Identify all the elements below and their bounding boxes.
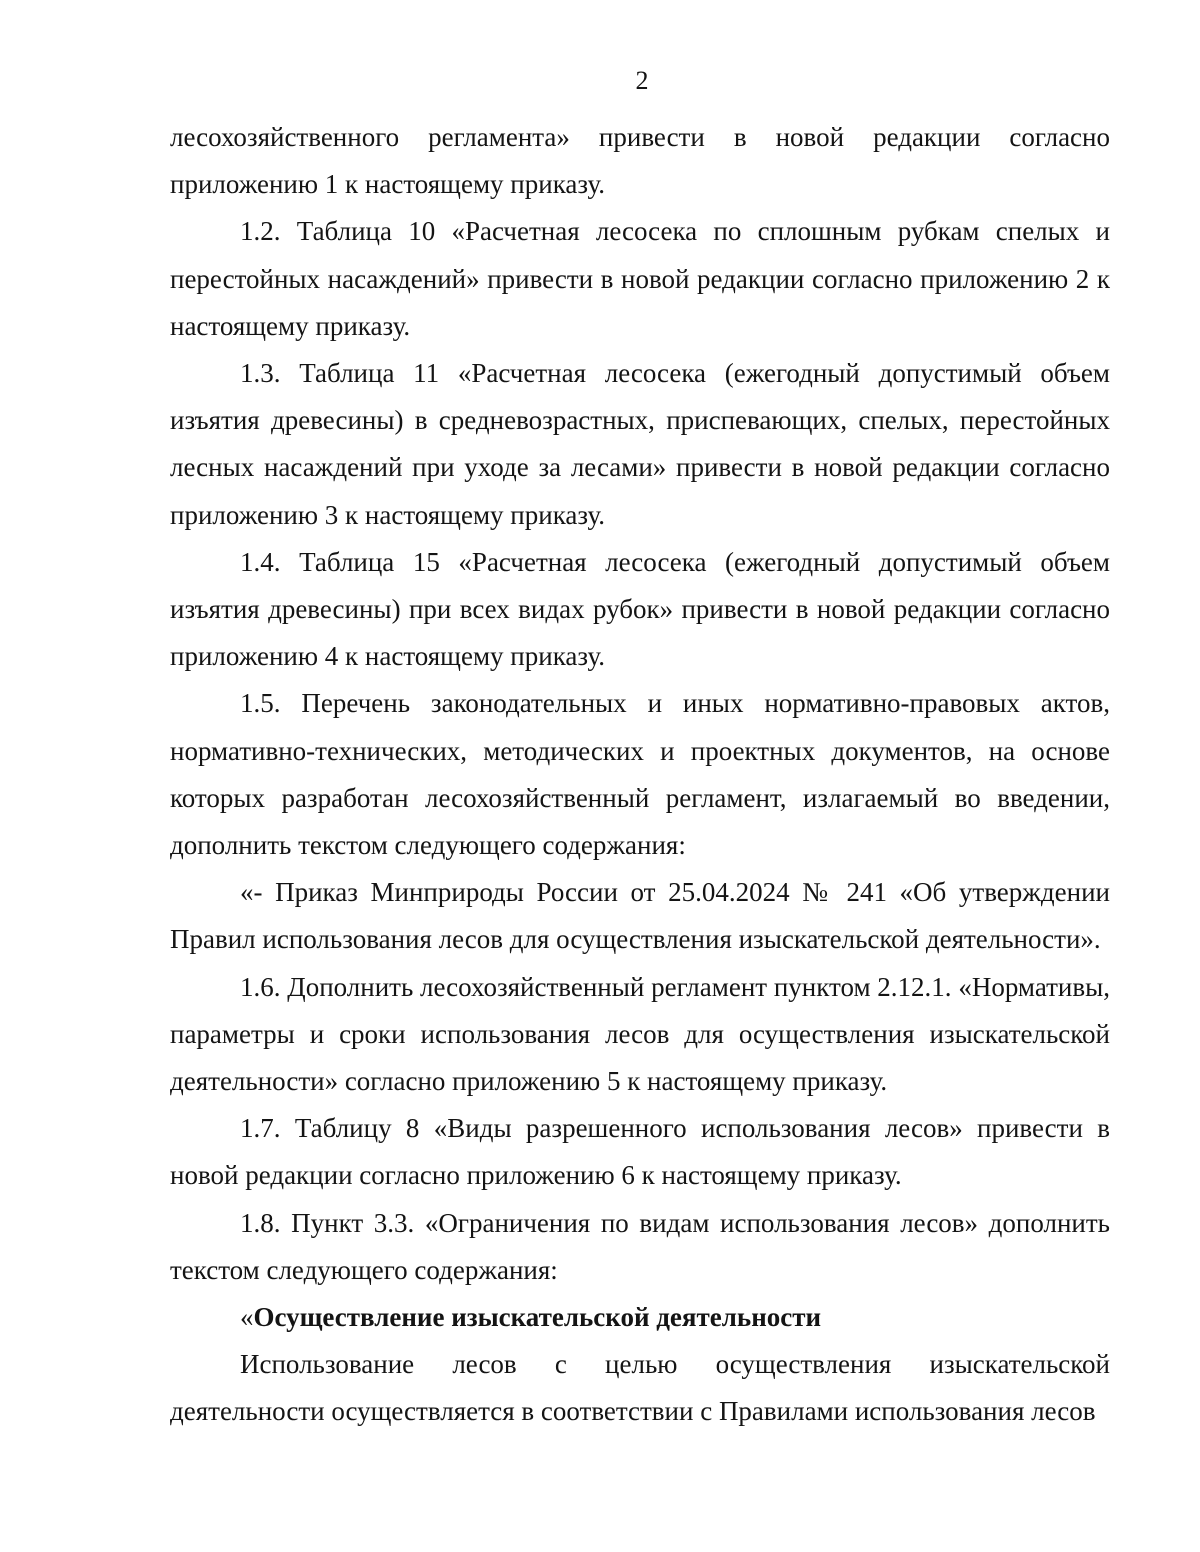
paragraph-1-6: 1.6. Дополнить лесохозяйственный регламент пунктом 2.12.1. «Нормативы, параметры и сроки использования лесов для осуществления изыскательской деятельности» согласно приложению 5 к настоящему приказу. <box>170 971 1110 1097</box>
paragraph-1-5: 1.5. Перечень законодательных и иных нормативно-правовых актов, нормативно-технических, методических и проектных документов, на основе которых разработан лесохозяйственный регламент, излагаемый во введении, дополнить текстом следующего содержания: <box>170 688 1110 861</box>
document-body <box>170 114 1110 1436</box>
paragraph-1-4: 1.4. Таблица 15 «Расчетная лесосека (ежегодный допустимый объем изъятия древесины) при всех видах рубок» привести в новой редакции согласно приложению 4 к настоящему приказу. <box>170 546 1110 672</box>
paragraph-1-7: 1.7. Таблицу 8 «Виды разрешенного использования лесов» привести в новой редакции согласно приложению 6 к настоящему приказу. <box>170 1113 1110 1191</box>
section-heading <box>170 1294 1110 1341</box>
paragraph-last: Использование лесов с целью осуществления изыскательской деятельности осуществляется в соответствии с Правилами использования лесов <box>170 1349 1110 1427</box>
page-number: 2 <box>635 66 649 95</box>
paragraph-1-2: 1.2. Таблица 10 «Расчетная лесосека по сплошным рубкам спелых и перестойных насаждений» привести в новой редакции согласно приложению 2 к настоящему приказу. <box>170 216 1110 341</box>
paragraph-1-8: 1.8. Пункт 3.3. «Ограничения по видам использования лесов» дополнить текстом следующего содержания: <box>170 1207 1110 1285</box>
heading-open-quote: « <box>240 1302 254 1333</box>
heading-text: Осуществление изыскательской деятельности <box>253 1302 822 1333</box>
paragraph-quote-order: «- Приказ Минприроды России от 25.04.2024 № 241 «Об утверждении Правил использования лесов для осуществления изыскательской деятельности». <box>170 877 1110 955</box>
paragraph-continuation: лесохозяйственного регламента» привести в новой редакции согласно приложению 1 к настоящему приказу. <box>170 122 1110 200</box>
paragraph-1-3: 1.3. Таблица 11 «Расчетная лесосека (ежегодный допустимый объем изъятия древесины) в средневозрастных, приспевающих, спелых, перестойных лесных насаждений при уходе за лесами» привести в новой редакции согласно приложению 3 к настоящему приказу. <box>170 358 1110 530</box>
